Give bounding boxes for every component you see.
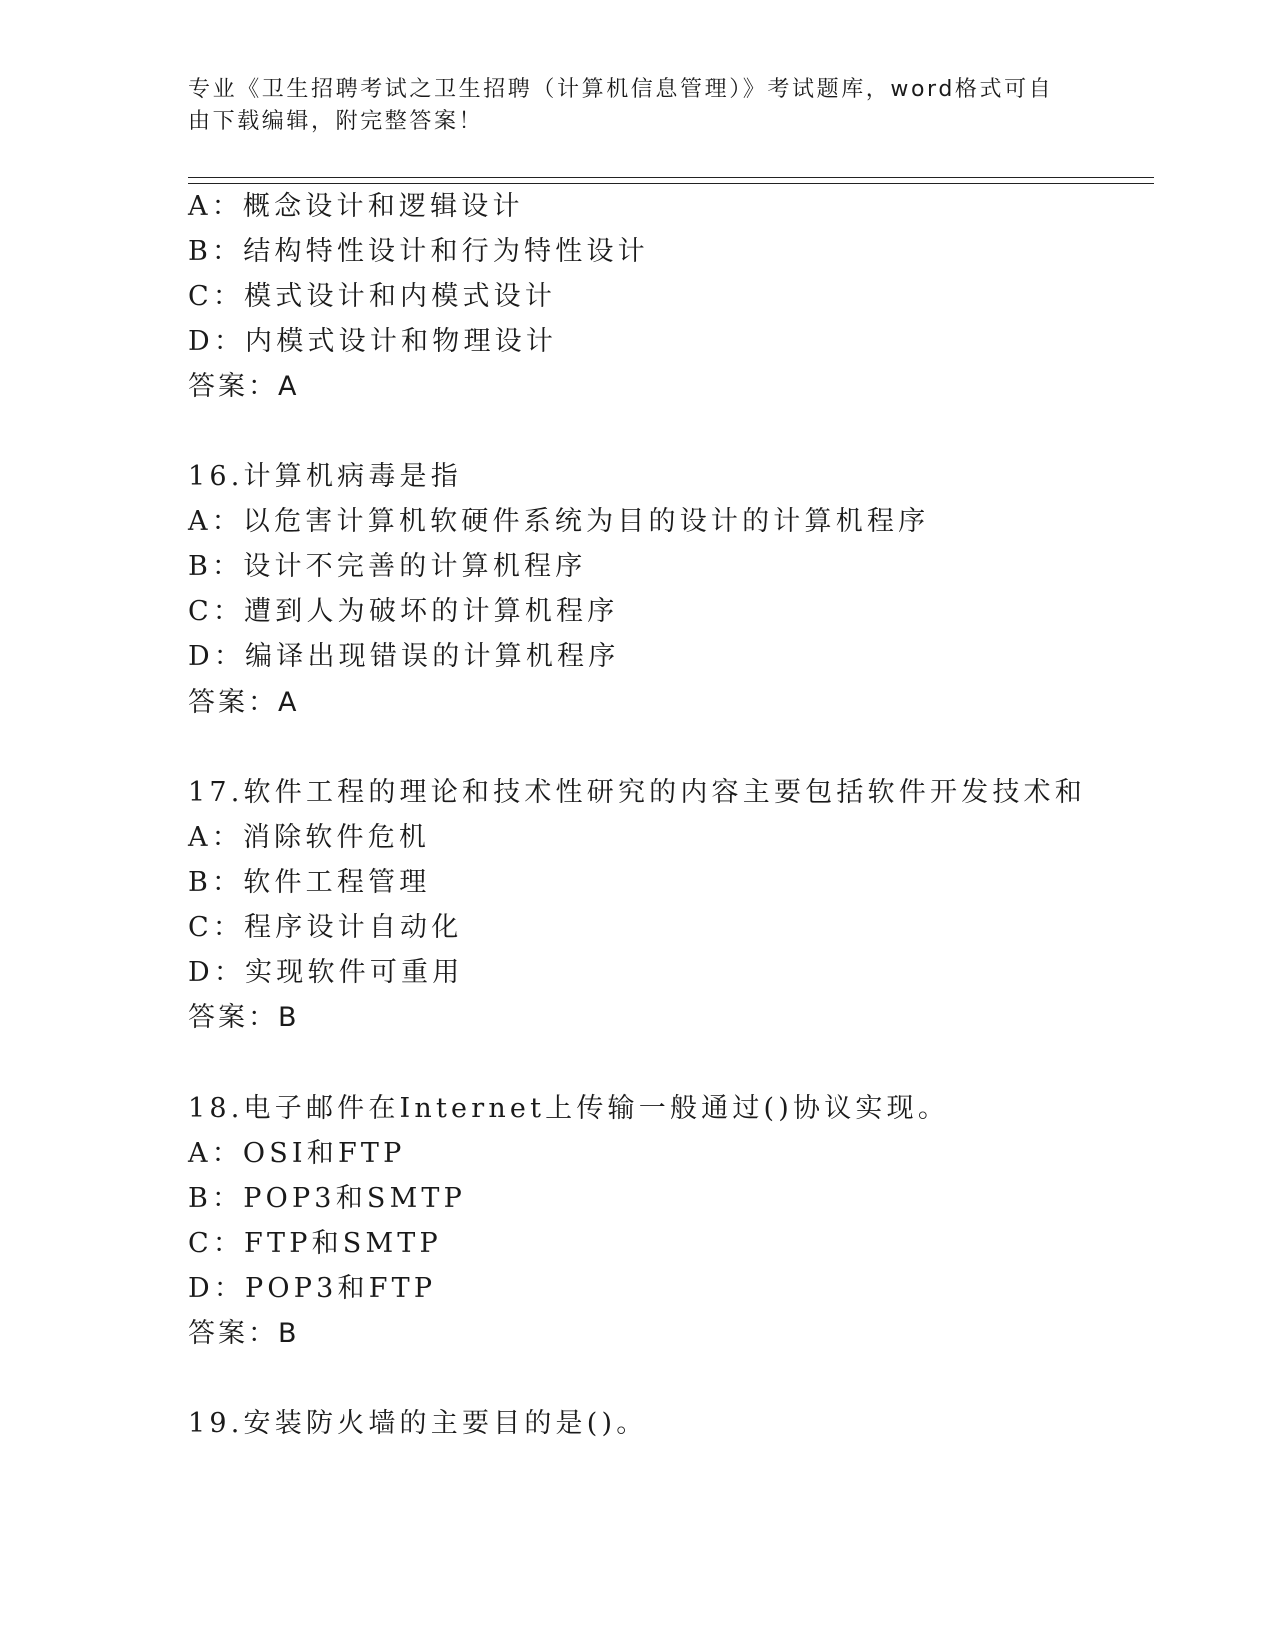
q15-answer: 答案：A [188,371,300,402]
q17-question: 17.软件工程的理论和技术性研究的内容主要包括软件开发技术和 [188,777,1086,808]
header-line-2: 由下载编辑，附完整答案！ [188,109,484,134]
q18-option-a: A：OSI和FTP [188,1138,406,1169]
q16-option-a: A：以危害计算机软硬件系统为目的设计的计算机程序 [188,506,930,537]
q15-option-d: D：内模式设计和物理设计 [188,326,558,357]
q17-option-d: D：实现软件可重用 [188,957,464,988]
header-divider-top [188,177,1154,178]
q16-answer: 答案：A [188,687,300,718]
q17-option-b: B：软件工程管理 [188,867,431,898]
q16-option-c: C：遭到人为破坏的计算机程序 [188,596,619,627]
q18-option-d: D：POP3和FTP [188,1273,437,1304]
q18-option-c: C：FTP和SMTP [188,1228,442,1259]
header-line-1: 专业《卫生招聘考试之卫生招聘（计算机信息管理）》考试题库，word格式可自 [188,77,1054,102]
q16-question: 16.计算机病毒是指 [188,461,462,492]
q15-option-b: B：结构特性设计和行为特性设计 [188,236,649,267]
q17-answer: 答案：B [188,1002,300,1033]
q18-answer: 答案：B [188,1318,300,1349]
q18-option-b: B：POP3和SMTP [188,1183,467,1214]
q17-option-c: C：程序设计自动化 [188,912,463,943]
q18-question: 18.电子邮件在Internet上传输一般通过()协议实现。 [188,1093,950,1124]
q17-option-a: A：消除软件危机 [188,822,431,853]
q16-option-b: B：设计不完善的计算机程序 [188,551,587,582]
q15-option-c: C：模式设计和内模式设计 [188,281,557,312]
q19-question: 19.安装防火墙的主要目的是()。 [188,1408,648,1439]
q16-option-d: D：编译出现错误的计算机程序 [188,641,620,672]
header-divider-bottom [188,183,1154,184]
document-header [188,74,1088,138]
q15-option-a: A：概念设计和逻辑设计 [188,191,524,222]
